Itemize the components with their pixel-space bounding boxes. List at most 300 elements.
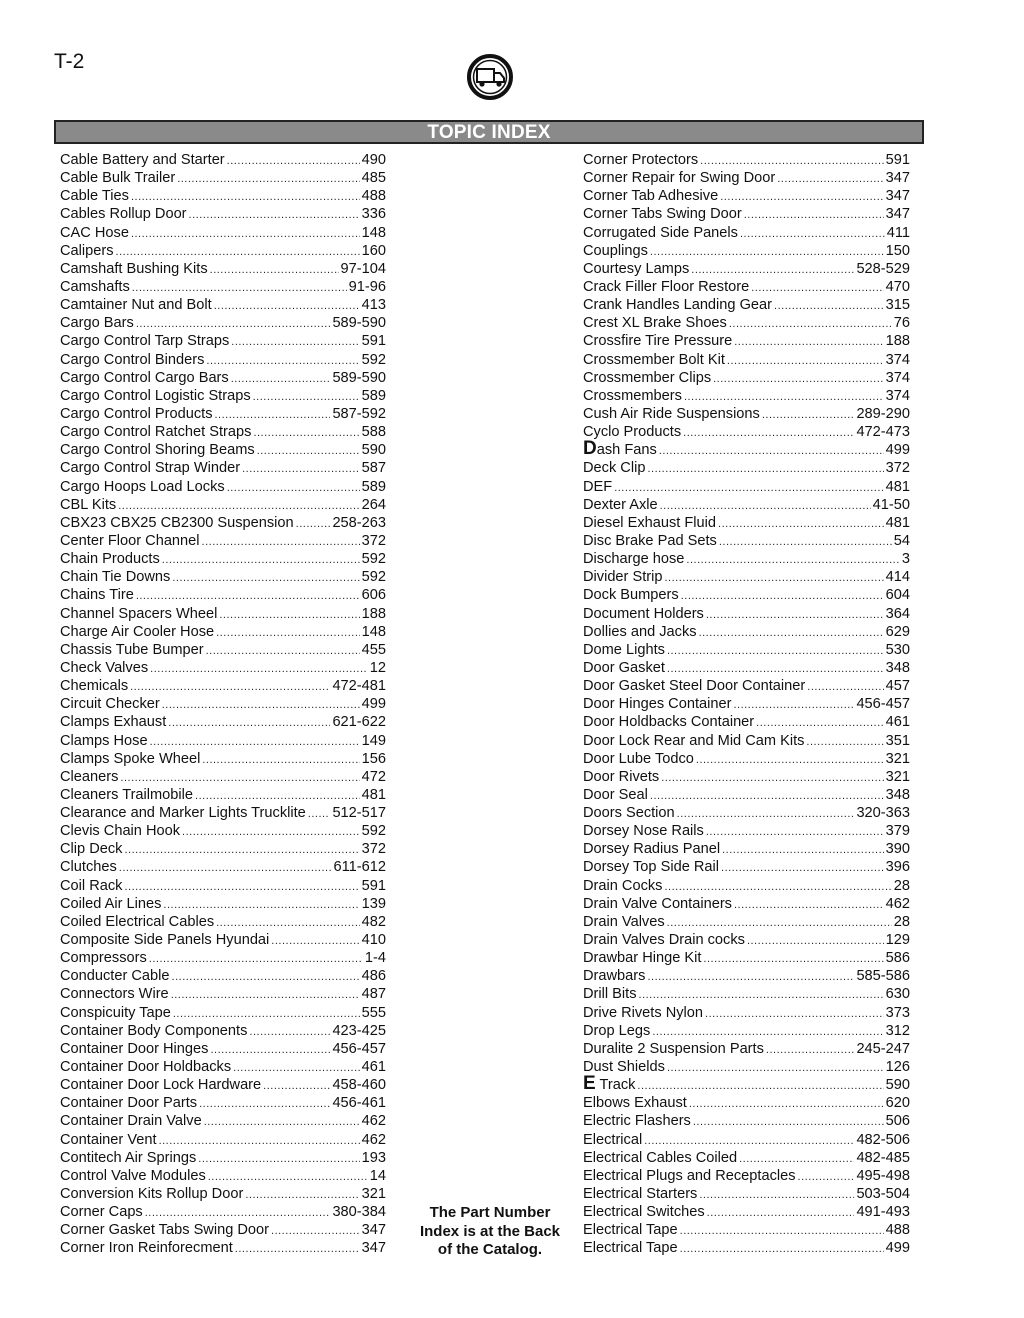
index-entry (60, 877, 386, 895)
entry-pages: 528-529 (856, 260, 910, 277)
index-entry (583, 332, 910, 350)
entry-pages: 348 (885, 659, 910, 676)
entry-name (583, 438, 657, 460)
dot-leader (661, 768, 883, 786)
entry-name: Electric Flashers (583, 1113, 691, 1130)
index-entry (583, 205, 910, 223)
entry-name: Door Rivets (583, 768, 660, 785)
entry-pages: 374 (885, 369, 910, 386)
index-entry (583, 296, 910, 314)
entry-pages: 129 (885, 932, 910, 949)
dot-leader (173, 1004, 360, 1022)
entry-pages: 499 (885, 1240, 910, 1257)
entry-pages: 1-4 (364, 950, 386, 967)
entry-pages: 410 (361, 932, 386, 949)
entry-pages: 590 (885, 1077, 910, 1094)
dot-leader (719, 532, 892, 550)
entry-name: Drawbars (583, 968, 646, 985)
index-entry (583, 1058, 910, 1076)
entry-pages: 587 (361, 460, 386, 477)
index-entry (60, 768, 386, 786)
dot-leader (705, 1004, 884, 1022)
entry-name: Drive Rivets Nylon (583, 1004, 704, 1021)
index-entry (60, 1040, 386, 1058)
dot-leader (245, 1185, 359, 1203)
entry-pages: 481 (885, 514, 910, 531)
index-entry (60, 641, 386, 659)
index-entry (60, 278, 386, 296)
entry-name: Drill Bits (583, 986, 637, 1003)
entry-pages: 456-461 (332, 1095, 386, 1112)
index-entry (60, 568, 386, 586)
entry-pages: 585-586 (856, 968, 910, 985)
index-entry (583, 786, 910, 804)
entry-name: Crossmember Bolt Kit (583, 351, 725, 368)
dot-leader (664, 877, 891, 895)
entry-pages: 321 (361, 1186, 386, 1203)
index-entry (583, 314, 910, 332)
entry-pages: 482 (361, 913, 386, 930)
dot-leader (706, 822, 884, 840)
dot-leader (637, 1076, 883, 1094)
dot-leader (172, 568, 359, 586)
index-entry (60, 1094, 386, 1112)
dot-leader (659, 441, 884, 459)
entry-pages: 481 (885, 478, 910, 495)
dot-leader (667, 1058, 884, 1076)
index-entry (60, 478, 386, 496)
index-entry (60, 822, 386, 840)
dot-leader (680, 1239, 884, 1257)
dot-leader (116, 242, 360, 260)
entry-name: Door Hinges Container (583, 696, 732, 713)
entry-pages: 587-592 (332, 405, 386, 422)
dot-leader (149, 949, 363, 967)
dot-leader (700, 151, 883, 169)
index-entry (60, 858, 386, 876)
dot-leader (208, 1167, 368, 1185)
index-entry (583, 151, 910, 169)
dot-leader (756, 713, 883, 731)
index-entry (60, 459, 386, 477)
entry-pages: 28 (893, 877, 910, 894)
dot-leader (703, 949, 883, 967)
entry-pages: 351 (885, 732, 910, 749)
dot-leader (739, 1149, 854, 1167)
entry-pages: 315 (885, 297, 910, 314)
index-entry (60, 1058, 386, 1076)
index-entry (583, 260, 910, 278)
index-column-right (583, 151, 910, 1258)
entry-name: Container Vent (60, 1131, 157, 1148)
entry-name: Courtesy Lamps (583, 260, 690, 277)
entry-name (583, 1073, 636, 1095)
index-entry (60, 260, 386, 278)
entry-name: Clutches (60, 859, 117, 876)
index-entry (583, 224, 910, 242)
index-entry (60, 205, 386, 223)
dot-leader (233, 1058, 359, 1076)
entry-pages: 413 (361, 297, 386, 314)
index-entry (583, 1094, 910, 1112)
section-letter: D (583, 438, 597, 460)
index-entry (60, 695, 386, 713)
index-entry (60, 913, 386, 931)
entry-name: Cargo Control Products (60, 405, 213, 422)
entry-name: Drain Cocks (583, 877, 663, 894)
entry-pages: 586 (885, 950, 910, 967)
entry-name: Chains Tire (60, 587, 134, 604)
index-column-left (60, 151, 386, 1258)
entry-name: Coiled Electrical Cables (60, 913, 215, 930)
entry-pages: 372 (885, 460, 910, 477)
index-entry (60, 1076, 386, 1094)
dot-leader (182, 822, 360, 840)
dot-leader (199, 1094, 330, 1112)
entry-name: Crossmember Clips (583, 369, 712, 386)
index-entry (583, 1203, 910, 1221)
index-entry (60, 967, 386, 985)
entry-pages: 462 (361, 1113, 386, 1130)
entry-name: Cable Ties (60, 188, 129, 205)
index-entry (60, 423, 386, 441)
index-entry (60, 985, 386, 1003)
entry-name: Circuit Checker (60, 696, 160, 713)
index-entry (60, 1221, 386, 1239)
entry-name: DEF (583, 478, 613, 495)
index-entry (583, 605, 910, 623)
entry-name: Cable Battery and Starter (60, 152, 225, 168)
dot-leader (162, 695, 360, 713)
entry-pages: 3 (901, 551, 910, 568)
entry-name: Drop Legs (583, 1022, 651, 1039)
entry-pages: 589 (361, 387, 386, 404)
dot-leader (729, 314, 892, 332)
entry-pages: 512-517 (332, 805, 386, 822)
entry-pages: 312 (885, 1022, 910, 1039)
dot-leader (257, 441, 360, 459)
entry-name: Crank Handles Landing Gear (583, 297, 773, 314)
entry-name: Door Gasket (583, 659, 665, 676)
index-entry (60, 623, 386, 641)
entry-pages: 28 (893, 913, 910, 930)
entry-pages: 506 (885, 1113, 910, 1130)
index-entry (60, 496, 386, 514)
entry-pages: 589-590 (332, 315, 386, 332)
entry-name: Cargo Control Strap Winder (60, 460, 241, 477)
entry-pages: 485 (361, 170, 386, 187)
entry-name: Clearance and Marker Lights Trucklite (60, 805, 306, 822)
entry-pages: 347 (361, 1240, 386, 1257)
dot-leader (707, 1203, 855, 1221)
index-entry (583, 459, 910, 477)
entry-pages: 126 (885, 1059, 910, 1076)
dot-leader (652, 1022, 883, 1040)
dot-leader (614, 478, 883, 496)
entry-name: Dorsey Nose Rails (583, 823, 704, 840)
index-entry (60, 187, 386, 205)
index-entry (583, 931, 910, 949)
entry-name: Deck Clip (583, 460, 646, 477)
entry-name: Container Door Parts (60, 1095, 198, 1112)
dot-leader (216, 623, 360, 641)
dot-leader (689, 1094, 884, 1112)
entry-pages: 592 (361, 551, 386, 568)
dot-leader (189, 205, 360, 223)
entry-pages: 462 (361, 1131, 386, 1148)
entry-pages: 258-263 (332, 514, 386, 531)
index-entry (583, 1167, 910, 1185)
index-entry (60, 586, 386, 604)
entry-name: Cable Bulk Trailer (60, 170, 176, 187)
dot-leader (744, 205, 884, 223)
entry-pages: 461 (885, 714, 910, 731)
entry-pages: 530 (885, 641, 910, 658)
index-entry (60, 949, 386, 967)
index-entry (60, 405, 386, 423)
dot-leader (650, 786, 884, 804)
index-entry (583, 1149, 910, 1167)
entry-name: Chemicals (60, 678, 129, 695)
dot-leader (214, 296, 360, 314)
entry-name: Discharge hose (583, 551, 685, 568)
entry-name: Chain Products (60, 551, 160, 568)
entry-name: Corner Protectors (583, 152, 699, 168)
entry-pages: 592 (361, 351, 386, 368)
index-entry (583, 478, 910, 496)
index-entry (60, 840, 386, 858)
entry-pages: 490 (361, 152, 386, 168)
entry-pages: 379 (885, 823, 910, 840)
entry-name: Dollies and Jacks (583, 623, 697, 640)
entry-name: Container Body Components (60, 1022, 248, 1039)
index-entry (60, 550, 386, 568)
entry-name: Electrical Starters (583, 1186, 698, 1203)
entry-pages: 591 (361, 877, 386, 894)
entry-pages: 411 (886, 224, 910, 241)
entry-pages: 372 (361, 532, 386, 549)
index-entry (583, 1022, 910, 1040)
entry-name: Drain Valves (583, 913, 665, 930)
dot-leader (118, 496, 359, 514)
entry-pages: 590 (361, 442, 386, 459)
entry-name: Crossmembers (583, 387, 682, 404)
entry-name: Chassis Tube Bumper (60, 641, 204, 658)
index-entry (60, 732, 386, 750)
entry-name: Camshafts (60, 278, 130, 295)
entry-name: Conversion Kits Rollup Door (60, 1186, 244, 1203)
dot-leader (168, 713, 330, 731)
entry-pages: 455 (361, 641, 386, 658)
entry-name: Clamps Hose (60, 732, 148, 749)
entry-pages: 503-504 (856, 1186, 910, 1203)
dot-leader (131, 187, 360, 205)
dot-leader (686, 550, 899, 568)
index-entry (60, 1022, 386, 1040)
entry-pages: 499 (361, 696, 386, 713)
dot-leader (216, 913, 360, 931)
index-entry (583, 750, 910, 768)
index-entry (583, 514, 910, 532)
entry-pages: 160 (361, 242, 386, 259)
dot-leader (206, 641, 360, 659)
dot-leader (806, 732, 883, 750)
entry-pages: 374 (885, 351, 910, 368)
entry-name: Compressors (60, 950, 147, 967)
entry-name: Disc Brake Pad Sets (583, 532, 717, 549)
dot-leader (227, 151, 360, 169)
dot-leader (727, 351, 884, 369)
entry-pages: 591 (361, 333, 386, 350)
entry-pages: 495-498 (856, 1167, 910, 1184)
dot-leader (296, 514, 331, 532)
entry-pages: 482-506 (856, 1131, 910, 1148)
index-entry (60, 332, 386, 350)
dot-leader (204, 1112, 360, 1130)
index-entry (583, 623, 910, 641)
index-entry (583, 913, 910, 931)
entry-pages: 499 (885, 442, 910, 459)
entry-name: Cleaners Trailmobile (60, 786, 194, 803)
entry-pages: 321 (885, 750, 910, 767)
index-entry (583, 713, 910, 731)
dot-leader (706, 605, 884, 623)
entry-pages: 373 (885, 1004, 910, 1021)
entry-name: Door Gasket Steel Door Container (583, 678, 806, 695)
entry-pages: 364 (885, 605, 910, 622)
entry-name: Cargo Control Binders (60, 351, 205, 368)
index-entry (583, 1239, 910, 1257)
entry-pages: 188 (885, 333, 910, 350)
entry-name: Drain Valve Containers (583, 895, 732, 912)
entry-name: Charge Air Cooler Hose (60, 623, 215, 640)
entry-pages: 604 (885, 587, 910, 604)
index-entry (60, 224, 386, 242)
entry-name: Channel Spacers Wheel (60, 605, 218, 622)
index-entry (60, 786, 386, 804)
entry-pages: 148 (361, 623, 386, 640)
entry-pages: 462 (885, 895, 910, 912)
entry-name: Document Holders (583, 605, 704, 622)
index-entry (60, 1167, 386, 1185)
entry-name: Check Valves (60, 659, 149, 676)
index-entry (583, 187, 910, 205)
entry-name: Cargo Hoops Load Locks (60, 478, 225, 495)
dot-leader (713, 369, 884, 387)
entry-name: Container Door Holdbacks (60, 1059, 232, 1076)
entry-name: Electrical Tape (583, 1240, 678, 1257)
index-entry (60, 750, 386, 768)
dot-leader (740, 224, 885, 242)
dot-leader (691, 260, 854, 278)
entry-name: Dorsey Radius Panel (583, 841, 721, 858)
entry-name: CAC Hose (60, 224, 129, 241)
entry-name: Elbows Exhaust (583, 1095, 687, 1112)
dot-leader (131, 224, 360, 242)
entry-pages: 188 (361, 605, 386, 622)
dot-leader (684, 387, 884, 405)
dot-leader (664, 568, 883, 586)
entry-pages: 97-104 (340, 260, 386, 277)
entry-pages: 148 (361, 224, 386, 241)
dot-leader (130, 677, 330, 695)
dot-leader (136, 586, 360, 604)
entry-pages: 458-460 (332, 1077, 386, 1094)
entry-name: Container Door Lock Hardware (60, 1077, 262, 1094)
index-entry (60, 1203, 386, 1221)
dot-leader (159, 1131, 360, 1149)
dot-leader (231, 369, 331, 387)
index-entry (583, 768, 910, 786)
index-entry (60, 1112, 386, 1130)
dot-leader (242, 459, 360, 477)
index-entry (583, 351, 910, 369)
index-entry (583, 858, 910, 876)
index-entry (60, 387, 386, 405)
index-entry (583, 822, 910, 840)
dot-leader (253, 387, 360, 405)
dot-leader (253, 423, 359, 441)
entry-name: Cyclo Products (583, 424, 682, 441)
dot-leader (650, 242, 884, 260)
entry-pages: 390 (885, 841, 910, 858)
entry-pages: 592 (361, 569, 386, 586)
index-entry (583, 496, 910, 514)
index-entry (60, 1185, 386, 1203)
entry-name: CBX23 CBX25 CB2300 Suspension (60, 514, 294, 531)
entry-pages: 320-363 (856, 805, 910, 822)
entry-name: Chain Tie Downs (60, 569, 171, 586)
entry-name: Cush Air Ride Suspensions (583, 405, 760, 422)
entry-name: Door Seal (583, 786, 648, 803)
entry-pages: 486 (361, 968, 386, 985)
entry-pages: 289-290 (856, 405, 910, 422)
dot-leader (150, 659, 368, 677)
entry-name: Corner Tabs Swing Door (583, 206, 742, 223)
entry-pages: 620 (885, 1095, 910, 1112)
entry-pages: 321 (885, 768, 910, 785)
note-line: The Part Number (429, 1204, 551, 1221)
index-entry (60, 677, 386, 695)
index-entry (583, 242, 910, 260)
index-entry (583, 278, 910, 296)
dot-leader (124, 840, 359, 858)
entry-pages: 91-96 (348, 278, 386, 295)
index-entry (583, 641, 910, 659)
dot-leader (124, 877, 359, 895)
entry-name: Corner Iron Reinforecment (60, 1240, 233, 1257)
entry-pages: 347 (885, 188, 910, 205)
dot-leader (171, 985, 360, 1003)
entry-name: Calipers (60, 242, 114, 259)
index-entry (60, 804, 386, 822)
entry-name: Camtainer Nut and Bolt (60, 297, 212, 314)
entry-pages: 470 (885, 278, 910, 295)
entry-name: CBL Kits (60, 496, 117, 513)
dot-leader (647, 459, 883, 477)
truck-circle-icon (466, 53, 514, 101)
index-entry (583, 840, 910, 858)
entry-name: Cargo Control Ratchet Straps (60, 424, 252, 441)
entry-pages: 139 (361, 895, 386, 912)
dot-leader (734, 332, 883, 350)
dot-leader (271, 1221, 360, 1239)
dot-leader (210, 260, 339, 278)
dot-leader (667, 641, 884, 659)
entry-pages: 472-481 (332, 678, 386, 695)
entry-pages: 264 (361, 496, 386, 513)
entry-pages: 461 (361, 1059, 386, 1076)
